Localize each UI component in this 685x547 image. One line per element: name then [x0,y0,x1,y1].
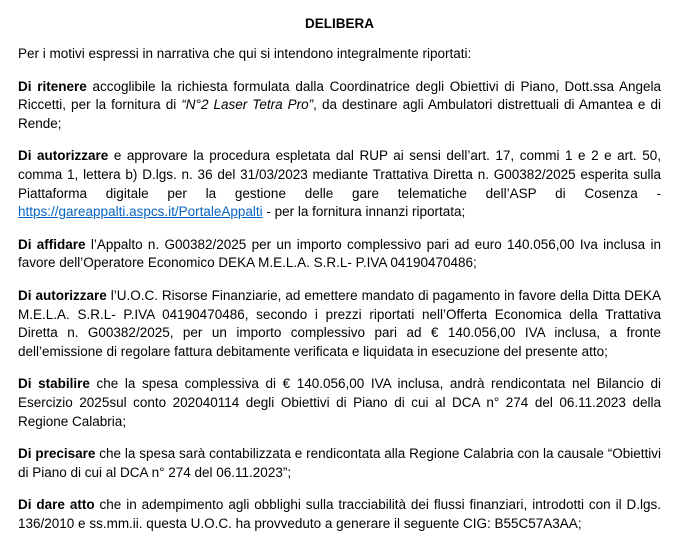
paragraph-dare-atto [18,496,661,533]
intro-paragraph: Per i motivi espressi in narrativa che qui si intendono integralmente riportati: [18,46,472,61]
paragraph-lead: Di dare atto [18,497,95,513]
paragraph-text: che la spesa sarà contabilizzata e rendicontata alla Regione Calabria con la causale “Obiettivi di Piano di cui al DCA n° 274 del 06.11.2023”; [18,446,661,480]
paragraph-text: che la spesa complessiva di € 140.056,00 IVA inclusa, andrà rendicontata nel Bilancio di Esercizio 2025sul conto 202040114 degli Obiettivi di Piano di cui al DCA n° 274 del 06.11.2023 della Regione Calabria; [18,376,661,429]
paragraph-lead: Di autorizzare [18,287,107,303]
paragraph-lead: Di precisare [18,446,96,462]
paragraph-text: l’U.O.C. Risorse Finanziarie, ad emettere mandato di pagamento in favore della Ditta DEKA M.E.L.A. S.R.L- P.IVA 04190470486, secondo i prezzi riportati nell’Offerta Economica della Trattativa Diretta n. G00382/2025, per un importo complessivo pari ad € 140.056,00 IVA inclusa, a fronte dell’emissione di regolare fattura debitamente verificata e liquidata in esecuzione del presente atto; [18,287,661,359]
paragraph-text: accoglibile la richiesta formulata dalla Coordinatrice degli Obiettivi di Piano, Dott.ssa Angela Riccetti, per la fornitura di [18,78,661,113]
paragraph-text: - per la fornitura innanzi riportata; [262,204,466,220]
portale-appalti-link[interactable]: https://gareappalti.aspcs.it/PortaleAppalti [18,204,263,220]
paragraph-precisare [18,445,661,482]
paragraph-lead: Di stabilire [18,376,90,392]
paragraph-autorizzare-procedura [18,147,661,221]
paragraph-lead: Di affidare [18,236,86,252]
paragraph-text: che in adempimento agli obblighi sulla tracciabilità dei flussi finanziari, introdotti con il D.lgs. 136/2010 e ss.mm.ii. questa U.O.C. ha provveduto a generare il seguente CIG: B55C57A3AA; [18,497,662,531]
paragraph-lead: Di ritenere [18,78,87,94]
paragraph-stabilire [18,375,661,431]
document-title: DELIBERA [304,16,374,31]
paragraph-affidare [18,236,661,273]
document-page [18,10,661,547]
paragraph-autorizzare-pagamento [18,287,661,361]
paragraph-text: e approvare la procedura espletata dal RUP ai sensi dell’art. 17, commi 1 e 2 e art. 50, comma 1, lettera b) D.lgs. n. 36 del 31/03/2023 mediante Trattativa Diretta n. G00382/2025 esperita sulla Piattaforma digitale per la gestione delle gare telematiche dell’ASP di Cosenza - [18,148,661,201]
paragraph-text: , da destinare agli Ambulatori distrettuali di Amantea e di Rende; [18,97,661,131]
product-name: “N°2 Laser Tetra Pro” [181,97,314,113]
paragraph-ritenere [18,78,661,134]
paragraph-text: l’Appalto n. G00382/2025 per un importo complessivo pari ad euro 140.056,00 Iva inclusa in favore dell’Operatore Economico DEKA M.E.L.A. S.R.L- P.IVA 04190470486; [18,236,661,271]
paragraph-lead: Di autorizzare [18,148,109,164]
